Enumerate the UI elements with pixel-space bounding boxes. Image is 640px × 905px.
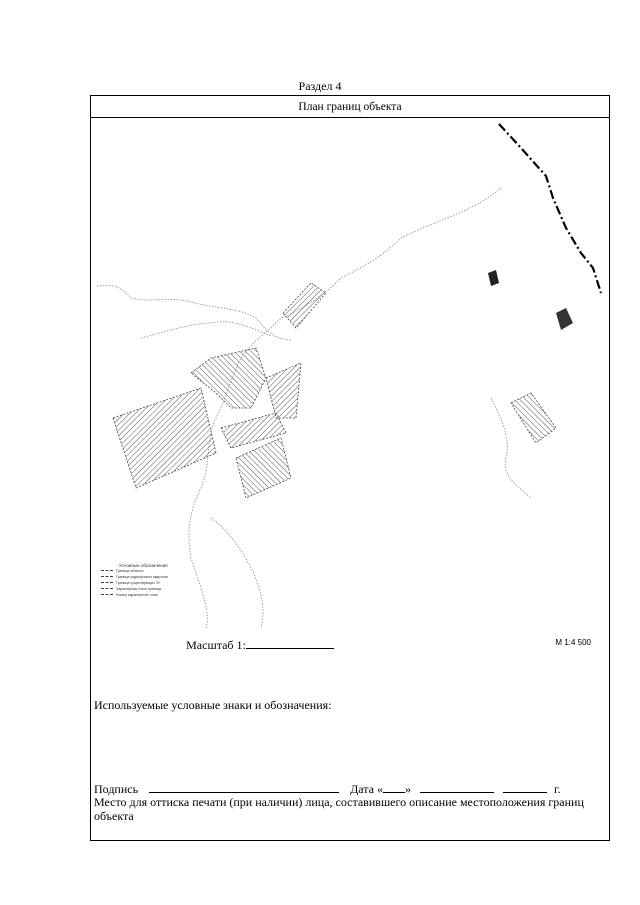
- scale-blank[interactable]: [246, 636, 334, 649]
- date-year-blank[interactable]: [503, 780, 547, 793]
- date-label: Дата «: [350, 782, 383, 796]
- plan-header: План границ объекта: [91, 96, 609, 118]
- map-legend: [101, 563, 291, 613]
- boundary-map: [91, 118, 609, 628]
- parcel-west: [113, 388, 216, 488]
- river-line: [141, 322, 271, 338]
- stamp-text: Место для оттиска печати (при наличии) лица, составившего описание местоположения границ объекта: [94, 795, 584, 823]
- legend-swatch: [101, 594, 113, 597]
- legend-item-label: Номер характерной точки: [116, 593, 158, 597]
- road-line: [499, 124, 601, 293]
- scale-line: [0, 636, 520, 653]
- signature-blank[interactable]: [149, 780, 339, 793]
- date-day-blank[interactable]: [383, 780, 405, 793]
- river-line: [97, 285, 291, 340]
- legend-item-label: Граница объекта: [116, 569, 144, 573]
- section-title: Раздел 4: [298, 79, 342, 93]
- map-scale-label: М 1:4 500: [555, 638, 591, 647]
- legend-item: [101, 592, 291, 598]
- legend-item-label: Граница существующих ЗУ: [116, 581, 161, 585]
- legend-item-label: Характерная точка границы: [116, 587, 162, 591]
- legend-swatch: [101, 570, 113, 573]
- legend-swatch: [101, 588, 113, 591]
- scale-label: Масштаб 1:: [186, 638, 246, 652]
- parcel-east-strip: [266, 363, 301, 418]
- legend-item-label: Граница кадастрового квартала: [116, 575, 168, 579]
- parcel-far-east: [511, 393, 556, 443]
- legend-swatch: [101, 582, 113, 585]
- signature-label: Подпись: [94, 782, 139, 796]
- plan-frame: [90, 95, 610, 841]
- building-small: [556, 308, 573, 330]
- legend-swatch: [101, 576, 113, 579]
- year-suffix: г.: [554, 782, 561, 796]
- date-quote-close: »: [405, 782, 411, 796]
- building-small: [488, 270, 499, 286]
- legend-caption: Используемые условные знаки и обозначения:: [94, 698, 332, 712]
- legend-title: Условные обозначения: [119, 563, 168, 568]
- date-month-blank[interactable]: [420, 780, 494, 793]
- parcel-south: [236, 438, 291, 498]
- parcel-north: [283, 283, 326, 328]
